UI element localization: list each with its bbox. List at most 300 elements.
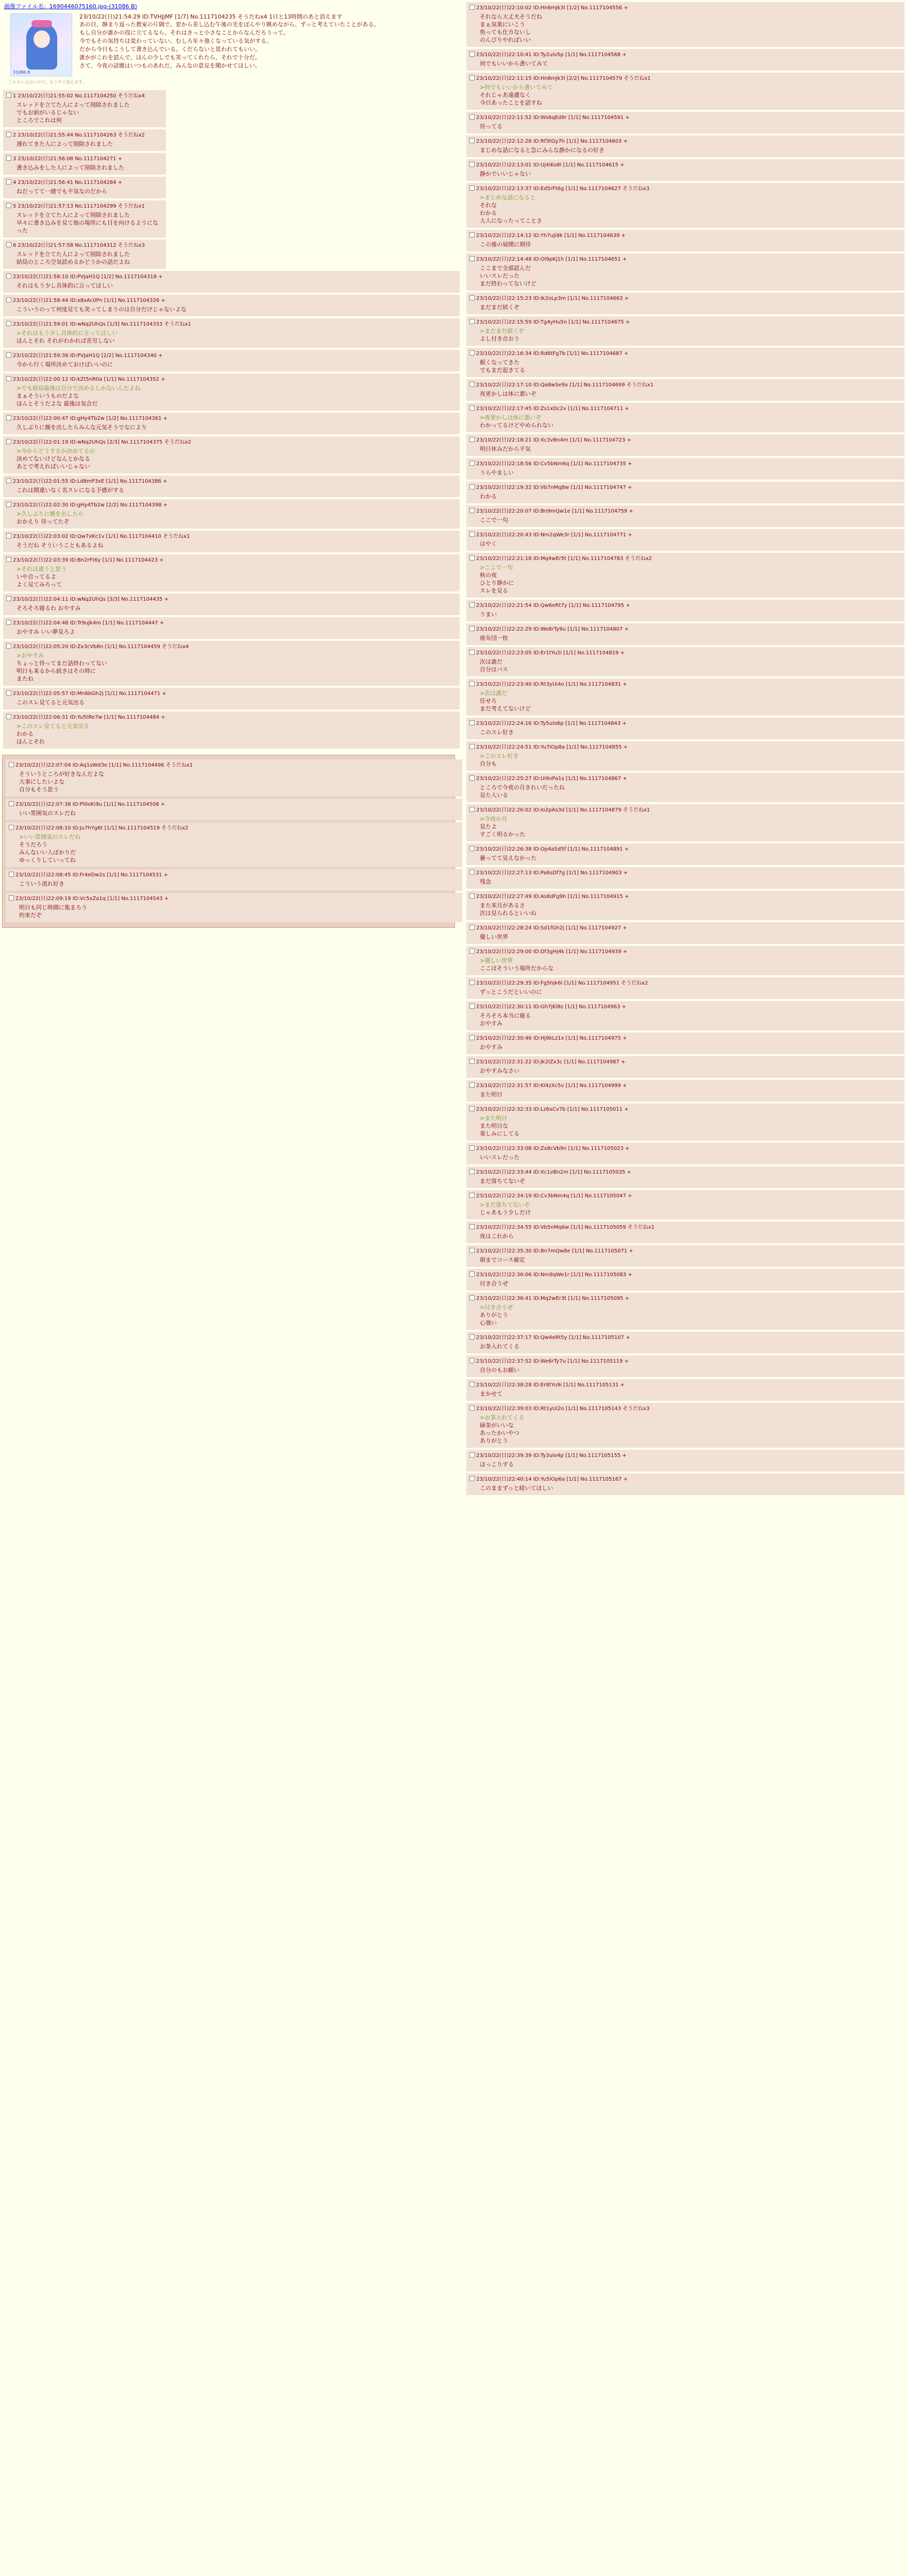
reply-meta[interactable]: 23/10/22(日)22:15:23 ID:Ik2oLp3m [1/1] No.1117104663 + [476,296,629,301]
reply-meta[interactable]: 23/10/22(日)22:22:29 ID:We8rTy9u [1/1] No.1117104807 + [476,626,629,632]
reply-meta[interactable]: 23/10/22(日)22:28:24 ID:Sd1fGh2j [1/1] No.1117104927 + [476,925,627,931]
reply-meta[interactable]: 23/10/22(日)22:40:14 ID:Yu5iOp6a [1/1] No.1117105167 + [476,1477,628,1482]
delete-checkbox[interactable] [469,650,475,655]
delete-checkbox[interactable] [469,185,475,191]
delete-checkbox[interactable] [469,5,475,10]
reply-meta[interactable]: 23/10/22(日)21:58:44 ID:x8xAc0Pn [1/1] No.1117104326 + [13,298,165,303]
reply-meta[interactable]: 23/10/22(日)22:27:49 ID:As8dFg9h [1/1] No.1117104915 + [476,894,629,900]
reply-header [469,980,899,987]
delete-checkbox[interactable] [469,52,475,57]
op-post [0,0,456,88]
reply-post [466,1355,904,1377]
reply-meta[interactable]: 6 23/10/22(日)21:57:58 No.1117104312 そうだねx3 [13,243,145,248]
reply-post [466,600,904,621]
reply-meta[interactable]: 23/10/22(日)21:58:10 ID:PVJaH1Q [1/2] No.1117104318 + [13,274,163,280]
delete-checkbox[interactable] [469,870,475,875]
reply-header [6,557,455,564]
delete-checkbox[interactable] [9,762,14,767]
delete-checkbox[interactable] [469,980,475,985]
reply-header [469,870,899,877]
reply-post [466,379,904,401]
reply-post [466,253,904,291]
reply-line: 自分のもお願い [480,1367,519,1374]
reply-header [469,602,899,609]
reply-meta[interactable]: 23/10/22(日)22:09:19 ID:Vc5xZa1q [1/1] No.1117104543 + [15,896,169,902]
reply-meta[interactable]: 23/10/22(日)22:00:12 ID:kZt5nR0a [1/1] No.1117104352 + [13,377,165,382]
delete-checkbox[interactable] [469,350,475,355]
reply-line: うまい [480,611,497,618]
reply-meta[interactable]: 23/10/22(日)22:30:11 ID:Gh7jKl8z [1/1] No.1117104963 + [476,1004,627,1010]
reply-header [469,405,899,413]
reply-post [3,350,460,371]
reply-body [480,933,899,941]
delete-checkbox[interactable] [6,132,11,137]
reply-line: 緑茶がいいな [480,1422,514,1429]
reply-meta[interactable]: 23/10/22(日)22:34:19 ID:Cv3bNm4q [1/1] No.1117105047 + [476,1193,632,1199]
reply-line: 明日も同じ時間に集まろう [19,904,87,911]
reply-meta[interactable]: 23/10/22(日)22:35:30 ID:Bn7mQw8e [1/1] No.1117105071 + [476,1248,633,1254]
reply-meta[interactable]: 23/10/22(日)22:07:38 ID:Pl0oKi9u [1/1] No.1117104508 + [15,802,165,807]
reply-meta[interactable]: 23/10/22(日)22:39:39 ID:Ty3uIo4p [1/1] No.1117105155 + [476,1453,627,1459]
reply-post [466,977,904,999]
delete-checkbox[interactable] [469,1382,475,1387]
delete-checkbox[interactable] [469,1106,475,1111]
delete-checkbox[interactable] [6,274,11,279]
op-filename-link[interactable]: 画像ファイル名：1690446075160.jpg-(31086 B) [4,3,137,10]
reply-line: また明日な [480,1123,508,1129]
op-thumbnail-image[interactable] [10,13,72,76]
reply-meta[interactable]: 23/10/22(日)22:23:40 ID:Rt3yUi4o [1/1] No.1117104831 + [476,682,627,687]
reply-line: わかる [480,493,497,500]
delete-checkbox[interactable] [469,1295,475,1300]
delete-checkbox[interactable] [469,744,475,749]
delete-checkbox[interactable] [6,557,11,562]
reply-meta[interactable]: 23/10/22(日)22:21:18 ID:Mq4wEr5t [1/1] No.1117104783 そうだねx2 [476,556,652,562]
reply-line: あったかいやつ [480,1430,519,1436]
reply-meta[interactable]: 3 23/10/22(日)21:56:08 No.1117104271 + [13,156,123,162]
reply-line: ほっこりする [480,1461,514,1468]
reply-line: 座布団一枚 [480,635,508,641]
reply-meta[interactable]: 23/10/22(日)22:26:38 ID:Op4aSd5f [1/1] No.1117104891 + [476,846,629,852]
reply-line: いや合ってるよ [16,573,56,580]
reply-body [480,264,899,287]
delete-checkbox[interactable] [469,232,475,238]
delete-checkbox[interactable] [6,596,11,601]
reply-meta[interactable]: 23/10/22(日)22:25:27 ID:Ui9oPa1s [1/1] No.1117104867 + [476,776,627,782]
delete-checkbox[interactable] [469,532,475,537]
reply-meta[interactable]: 23/10/22(日)22:08:10 ID:Ju7hYg6t [1/1] No.1117104519 そうだねx2 [15,825,189,831]
reply-post [3,374,460,411]
reply-line: いい雰囲気のスレだね [19,810,76,817]
reply-meta[interactable]: 23/10/22(日)22:13:37 ID:Ed5rFt6g [1/1] No.1117104627 そうだねx3 [476,186,650,192]
reply-meta[interactable]: 1 23/10/22(日)21:55:02 No.1117104250 そうだねx4 [13,93,145,99]
reply-meta[interactable]: 23/10/22(日)22:05:57 ID:Mn6bGh2j [1/1] No.1117104471 + [13,691,166,697]
reply-post [3,153,166,175]
delete-checkbox[interactable] [469,1334,475,1340]
reply-line: よし付き合おう [480,335,519,342]
reply-meta[interactable]: 23/10/22(日)22:12:26 ID:Rf3tGy7h [1/1] No.1117104603 + [476,139,628,144]
reply-line: まぁ気楽にいこう [480,21,525,28]
reply-meta[interactable]: 23/10/22(日)22:24:51 ID:Yu7iOp8a [1/1] No.1117104855 + [476,744,628,750]
delete-checkbox[interactable] [6,179,11,184]
reply-meta[interactable]: 2 23/10/22(日)21:55:44 No.1117104263 そうだねx2 [13,132,145,138]
reply-post [466,1269,904,1291]
reply-header [469,1476,899,1483]
reply-meta[interactable]: 23/10/22(日)22:00:47 ID:gHy4Tb2w [1/2] No.1117104361 + [13,416,168,421]
reply-meta[interactable]: 23/10/22(日)22:29:00 ID:Df3gHj4k [1/1] No.1117104939 + [476,949,628,955]
delete-checkbox[interactable] [469,626,475,631]
reply-line: おやすみなさい [480,1067,519,1074]
delete-checkbox[interactable] [6,690,11,696]
reply-meta[interactable]: 23/10/22(日)22:20:43 ID:Nm2qWe3r [1/1] No.1117104771 + [476,532,632,538]
reply-header [469,508,899,515]
delete-checkbox[interactable] [6,352,11,358]
reply-header [469,1405,899,1413]
reply-meta[interactable]: 23/10/22(日)22:15:59 ID:Tg4yHu5n [1/1] No.1117104675 + [476,319,630,325]
reply-line: 遅れてきた人によって削除されました [16,141,113,147]
reply-body [19,880,457,888]
op-line: あの日、静まり返った教室の片隅で、窓から差し込む午後の光をぼんやり眺めながら、ずっと考えていたことがある。 [79,21,380,28]
delete-checkbox[interactable] [469,114,475,120]
reply-header [9,872,457,879]
delete-checkbox[interactable] [469,1272,475,1277]
delete-checkbox[interactable] [469,256,475,261]
reply-tree [0,90,456,269]
reply-post [3,413,460,434]
reply-header [469,1059,899,1066]
reply-meta[interactable]: 23/10/22(日)22:36:06 ID:Nm9qWe1r [1/1] No.1117105083 + [476,1272,632,1278]
delete-checkbox[interactable] [469,846,475,851]
delete-checkbox[interactable] [9,801,14,806]
delete-checkbox[interactable] [469,1059,475,1064]
reply-meta[interactable]: 23/10/22(日)22:33:44 ID:Xc1vBn2m [1/1] No.1117105035 + [476,1170,631,1175]
reply-body [480,60,899,67]
reply-post [466,843,904,865]
reply-line: 大人になったってことさ [480,217,542,224]
delete-checkbox[interactable] [6,297,11,302]
reply-header [6,690,455,698]
reply-meta[interactable]: 23/10/22(日)22:18:21 ID:Xc3vBn4m [1/1] No.1117104723 + [476,437,631,443]
delete-checkbox[interactable] [469,1248,475,1253]
reply-meta[interactable]: 23/10/22(日)22:10:41 ID:Ty2uIo5p [1/1] No.1117104568 + [476,52,627,58]
reply-body [480,752,899,768]
reply-line: ちょっと待ってまだ話終わってない [16,660,107,667]
delete-checkbox[interactable] [469,893,475,899]
reply-post [466,505,904,527]
reply-line: このスレ好き [480,729,514,736]
reply-post [466,112,904,133]
delete-checkbox[interactable] [469,319,475,324]
reply-meta[interactable]: 23/10/22(日)22:04:48 ID:Tr9uJk4m [1/1] No.1117104447 + [13,620,164,626]
reply-meta[interactable]: 23/10/22(日)22:05:20 ID:Zx3cVb8n [1/1] No.1117104459 そうだねx4 [13,644,189,650]
reply-meta[interactable]: 23/10/22(日)22:32:33 ID:Lz6xCv7b [1/1] No.1117105011 + [476,1107,629,1112]
reply-line: まぁそういうものだよな [16,393,79,399]
reply-line: 自分も [480,760,497,767]
reply-meta[interactable]: 23/10/22(日)22:27:13 ID:Pa6sDf7g [1/1] No.1117104903 + [476,870,628,876]
reply-header [469,532,899,539]
reply-line: まだ終わってないけど [480,280,536,287]
reply-meta[interactable]: 23/10/22(日)22:18:56 ID:Cv5bNm6q [1/1] No.1117104735 + [476,461,632,467]
reply-meta[interactable]: 23/10/22(日)22:37:52 ID:We6rTy7u [1/1] No.1117105119 + [476,1359,629,1364]
reply-line: わかる [480,210,497,216]
reply-body [480,13,899,44]
reply-post [466,73,904,110]
reply-meta[interactable]: 23/10/22(日)22:03:02 ID:Qw7xKc1v [1/1] No.1117104410 そうだねx1 [13,534,190,539]
reply-line: すごく明るかった [480,831,525,838]
delete-checkbox[interactable] [469,1082,475,1088]
reply-meta[interactable]: 23/10/22(日)22:38:28 ID:Er8tYu9i [1/1] No.1117105131 + [476,1382,625,1388]
delete-checkbox[interactable] [469,1193,475,1198]
reply-line: 決めてないけどなんとかなる [16,455,90,462]
reply-post [466,293,904,314]
reply-meta[interactable]: 23/10/22(日)22:01:19 ID:wNq2UhQs [2/3] No.1117104375 そうだねx2 [13,439,191,445]
reply-post [3,594,460,615]
reply-meta[interactable]: 23/10/22(日)22:03:39 ID:Bn2rFt6y [1/1] No.1117104423 + [13,557,164,563]
reply-post [466,529,904,551]
reply-body [480,1366,899,1374]
reply-post [466,1403,904,1448]
reply-meta[interactable]: 23/10/22(日)22:29:35 ID:Fg5hJk6l [1/1] No.1117104951 そうだねx2 [476,980,648,986]
reply-meta[interactable]: 23/10/22(日)22:14:48 ID:Ol9pKj1h [1/1] No.1117104651 + [476,257,627,262]
reply-body [16,306,455,313]
delete-checkbox[interactable] [6,620,11,625]
quote-line: >何でもいいから書いてみて [480,84,553,91]
delete-checkbox[interactable] [6,321,11,326]
reply-meta[interactable]: 23/10/22(日)22:04:11 ID:wNq2UhQs [3/3] No.1117104435 + [13,597,169,602]
reply-post [466,804,904,841]
reply-header [469,114,899,122]
reply-line: いいスレだった [480,273,519,279]
reply-meta[interactable]: 23/10/22(日)22:21:54 ID:Qw6eRt7y [1/1] No.1117104795 + [476,603,630,608]
reply-meta[interactable]: 23/10/22(日)22:20:07 ID:Bn9mQw1e [1/1] No.1117104759 + [476,509,633,514]
reply-body [16,486,455,494]
reply-header [469,5,899,12]
reply-meta[interactable]: 23/10/22(日)22:11:15 ID:Hn8mJk3l [2/2] No.1117104579 そうだねx1 [476,76,651,81]
delete-checkbox[interactable] [469,1004,475,1009]
reply-meta[interactable]: 23/10/22(日)22:13:01 ID:Uj4iKo8l [1/1] No.1117104615 + [476,162,625,168]
delete-checkbox[interactable] [469,162,475,167]
reply-post [3,240,166,269]
delete-checkbox[interactable] [6,714,11,719]
reply-post [466,891,904,920]
reply-line: 楽しみにしてる [480,1130,519,1137]
reply-header [469,52,899,59]
reply-header [9,762,457,769]
reply-header [6,179,161,187]
reply-header [469,138,899,145]
reply-meta[interactable]: 23/10/22(日)22:07:04 ID:Aq1sWd3e [1/1] No.1117104496 そうだねx1 [15,762,193,768]
reply-line: ところで今夜の月きれいだったね [480,784,565,791]
quote-line: >おやすみ [16,652,44,659]
reply-post [466,1293,904,1330]
delete-checkbox[interactable] [6,415,11,420]
reply-line: 次は見られるといいね [480,910,536,917]
delete-checkbox[interactable] [469,555,475,561]
reply-body [480,1067,899,1075]
reply-line: 優しい世界 [480,934,508,940]
delete-checkbox[interactable] [469,484,475,489]
reply-line: 早々に書き込みを見て他の場所にも目を向けるようになった [16,219,158,234]
delete-checkbox[interactable] [469,138,475,143]
reply-body [480,493,899,500]
reply-body [480,1303,899,1327]
delete-checkbox[interactable] [6,376,11,381]
reply-meta[interactable]: 23/10/22(日)21:59:01 ID:wNq2UhQs [1/3] No.1117104333 そうだねx1 [13,321,191,327]
delete-checkbox[interactable] [469,1145,475,1150]
delete-checkbox[interactable] [6,242,11,247]
reply-body [19,833,457,864]
reply-body [16,447,455,470]
reply-line: スレッドを立てた人によって削除されました [16,212,130,218]
reply-header [469,1004,899,1011]
reply-meta[interactable]: 23/10/22(日)22:30:46 ID:Hj9kLz1x [1/1] No.1117104975 + [476,1036,627,1041]
reply-meta[interactable]: 23/10/22(日)21:59:36 ID:PVJaH1Q [2/2] No.1117104340 + [13,353,163,359]
delete-checkbox[interactable] [469,720,475,725]
reply-meta[interactable]: 23/10/22(日)22:33:08 ID:Zx8cVb9n [1/1] No.1117105023 + [476,1146,630,1151]
reply-meta[interactable]: 5 23/10/22(日)21:57:13 No.1117104299 そうだねx1 [13,204,145,209]
reply-header [469,75,899,82]
quote-line: >夜更かしは体に悪いぞ [480,414,542,421]
delete-checkbox[interactable] [469,75,475,80]
reply-meta[interactable]: 23/10/22(日)22:31:22 ID:Jk2lZx3c [1/1] No.1117104987 + [476,1059,626,1065]
delete-checkbox[interactable] [469,681,475,686]
reply-line: それな [480,202,497,209]
reply-meta[interactable]: 23/10/22(日)22:11:52 ID:Ws6qEd9r [1/1] No.1117104591 + [476,115,630,121]
reply-body [16,164,161,172]
reply-body [19,809,457,817]
reply-header [469,650,899,657]
delete-checkbox[interactable] [469,1035,475,1040]
reply-meta[interactable]: 23/10/22(日)22:26:02 ID:Io2pAs3d [1/1] No.1117104879 そうだねx1 [476,807,650,813]
delete-checkbox[interactable] [6,478,11,483]
delete-checkbox[interactable] [9,895,14,901]
reply-meta[interactable]: 4 23/10/22(日)21:56:41 No.1117104284 + [13,180,123,185]
reply-body [16,541,455,549]
delete-checkbox[interactable] [469,508,475,513]
delete-checkbox[interactable] [469,295,475,300]
delete-checkbox[interactable] [469,461,475,466]
reply-post [6,822,462,867]
reply-meta[interactable]: 23/10/22(日)22:23:05 ID:Er1tYu2i [1/1] No.1117104819 + [476,650,625,656]
reply-meta[interactable]: 23/10/22(日)22:31:57 ID:Kl4zXc5v [1/1] No.1117104999 + [476,1083,627,1089]
reply-line: スレを見る [480,587,508,594]
reply-post [3,177,166,198]
reply-header [469,925,899,932]
reply-header [469,1224,899,1231]
reply-body [16,565,455,588]
reply-header [6,533,455,540]
quote-line: >また明日 [480,1115,508,1122]
delete-checkbox[interactable] [469,1224,475,1229]
delete-checkbox[interactable] [6,203,11,208]
delete-checkbox[interactable] [469,1452,475,1458]
reply-line: 明日休みだから平気 [480,446,531,452]
delete-checkbox[interactable] [6,502,11,507]
reply-body [480,784,899,799]
delete-checkbox[interactable] [469,382,475,387]
delete-checkbox[interactable] [469,1358,475,1363]
delete-checkbox[interactable] [469,437,475,442]
reply-meta[interactable]: 23/10/22(日)22:10:02 ID:Hn8mJk3l [1/2] No.1117104556 + [476,5,628,11]
delete-checkbox[interactable] [469,602,475,607]
reply-body [480,564,899,595]
reply-post [466,623,904,645]
reply-meta[interactable]: 23/10/22(日)22:02:30 ID:gHy4Tb2w [2/2] No.1117104398 + [13,502,168,508]
reply-meta[interactable]: 23/10/22(日)22:16:34 ID:Rd6tFg7b [1/1] No.1117104687 + [476,351,629,357]
reply-post [466,1166,904,1188]
reply-meta[interactable]: 23/10/22(日)22:06:31 ID:Yu5tRe7w [1/1] No.1117104484 + [13,715,165,720]
reply-line: そうだろう [19,841,47,848]
reply-meta[interactable]: 23/10/22(日)22:19:32 ID:Vb7nMq8w [1/1] No.1117104747 + [476,485,632,490]
reply-meta[interactable]: 23/10/22(日)22:36:41 ID:Mq2wEr3t [1/1] No.1117105095 + [476,1296,630,1301]
delete-checkbox[interactable] [469,948,475,954]
reply-header [469,744,899,751]
reply-meta[interactable]: 23/10/22(日)22:39:03 ID:Rt1yUi2o [1/1] No.1117105143 そうだねx3 [476,1406,650,1412]
reply-line: 何でもいいから書いてみて [480,60,548,67]
delete-checkbox[interactable] [469,1169,475,1174]
reply-meta[interactable]: 23/10/22(日)22:14:12 ID:Yh7uJi8k [1/1] No.1117104639 + [476,233,626,239]
delete-checkbox[interactable] [469,775,475,781]
reply-body [480,854,899,862]
reply-header [469,162,899,169]
reply-meta[interactable]: 23/10/22(日)22:24:16 ID:Ty5uIo6p [1/1] No.1117104843 + [476,721,627,726]
reply-meta[interactable]: 23/10/22(日)22:17:10 ID:Qa8wSe9x [1/1] No.1117104699 そうだねx1 [476,382,654,388]
delete-checkbox[interactable] [9,872,14,877]
reply-meta[interactable]: 23/10/22(日)22:17:45 ID:Zs1xDc2v [1/1] No.1117104711 + [476,406,629,412]
reply-body [16,188,161,195]
reply-header [6,596,455,603]
reply-meta[interactable]: 23/10/22(日)22:34:55 ID:Vb5nMq6w [1/1] No.1117105059 そうだねx1 [476,1225,655,1230]
reply-body [19,770,457,793]
reply-line: みんないい人ばかりだ [19,849,76,856]
reply-post [466,679,904,716]
delete-checkbox[interactable] [6,643,11,649]
reply-line: あとで考えればいいじゃない [16,463,90,470]
reply-line: このスレ見てると元気出る [16,699,85,706]
reply-header [469,461,899,468]
reply-header [469,1082,899,1090]
reply-header [469,1334,899,1342]
reply-header [6,203,161,210]
reply-meta[interactable]: 23/10/22(日)22:01:55 ID:Ld8mP3xE [1/1] No.1117104386 + [13,479,167,484]
reply-post [3,129,166,151]
delete-checkbox[interactable] [9,825,14,830]
reply-post [466,1032,904,1054]
reply-post [466,1056,904,1078]
reply-body [19,904,457,919]
delete-checkbox[interactable] [6,533,11,538]
reply-header [469,1295,899,1302]
reply-line: わかる [16,731,33,737]
delete-checkbox[interactable] [6,439,11,444]
delete-checkbox[interactable] [6,93,11,98]
reply-post [3,476,460,497]
delete-checkbox[interactable] [469,807,475,812]
delete-checkbox[interactable] [469,925,475,930]
reply-meta[interactable]: 23/10/22(日)22:08:45 ID:Fr4eDw2s [1/1] No.1117104531 + [15,872,168,878]
reply-line: ずっとこうだといいのに [480,989,542,995]
reply-meta[interactable]: 23/10/22(日)22:37:17 ID:Qw4eRt5y [1/1] No.1117105107 + [476,1335,630,1341]
reply-header [6,643,455,651]
reply-line: それじゃあ遠慮なく [480,92,531,98]
delete-checkbox[interactable] [469,1405,475,1411]
reply-body [16,628,455,636]
delete-checkbox[interactable] [469,405,475,411]
delete-checkbox[interactable] [6,156,11,161]
delete-checkbox[interactable] [469,1476,475,1481]
reply-post [466,1080,904,1101]
reply-line: わかってるけどやめられない [480,422,553,429]
